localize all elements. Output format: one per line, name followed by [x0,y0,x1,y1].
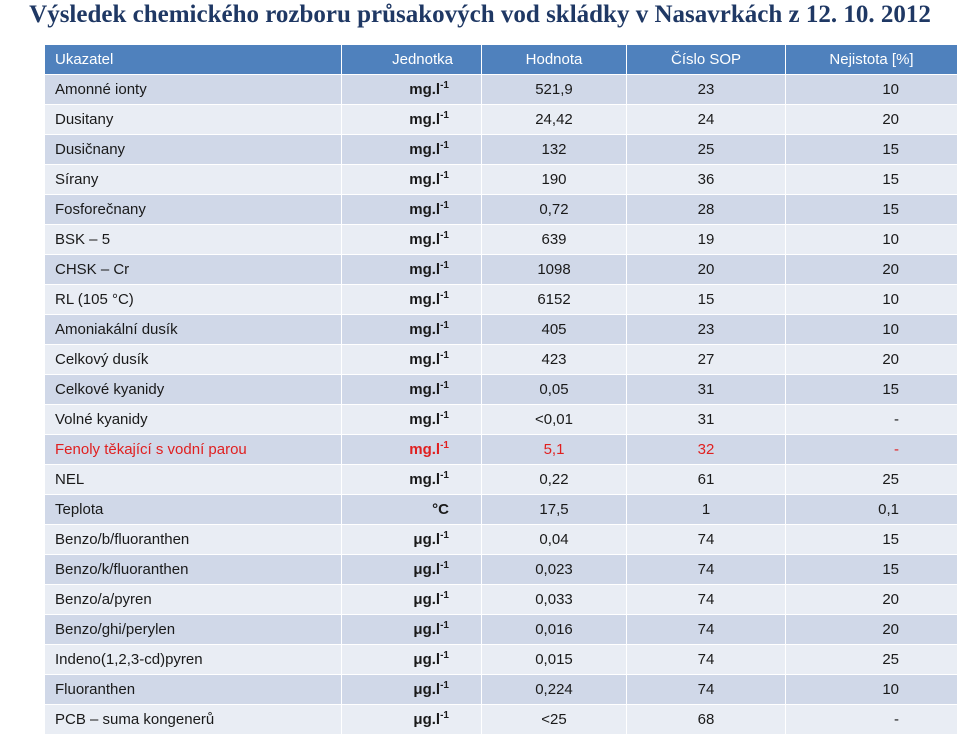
uncertainty-cell: 10 [786,675,958,705]
table-row [45,615,958,645]
unit-text: mg.l [409,471,441,488]
table-row [45,555,958,585]
value-cell: 132 [482,135,627,165]
unit-cell [342,405,482,435]
unit-exponent: -1 [440,710,449,721]
table-row [45,435,958,465]
unit-text: mg.l [409,261,441,278]
unit-text: mg.l [409,201,441,218]
unit-text: °C [432,501,449,518]
table-row [45,285,958,315]
sop-number-cell: 27 [627,345,786,375]
unit-cell [342,435,482,465]
column-header-value: Hodnota [482,45,627,75]
unit-text: mg.l [409,351,441,368]
unit-cell [342,255,482,285]
unit-exponent: -1 [440,170,449,181]
uncertainty-cell: 25 [786,645,958,675]
table-row [45,165,958,195]
unit-text: μg.l [413,621,441,638]
sop-number-cell: 74 [627,615,786,645]
uncertainty-cell: 15 [786,375,958,405]
uncertainty-cell: 20 [786,255,958,285]
uncertainty-cell: - [786,705,958,735]
sop-number-cell: 23 [627,315,786,345]
unit-cell [342,645,482,675]
unit-exponent: -1 [440,230,449,241]
indicator-cell: Benzo/k/fluoranthen [45,555,342,585]
unit-text: mg.l [409,111,441,128]
unit-cell [342,495,482,525]
unit-cell [342,165,482,195]
unit-exponent: -1 [440,80,449,91]
sop-number-cell: 1 [627,495,786,525]
unit-text: mg.l [409,231,441,248]
value-cell: 0,72 [482,195,627,225]
unit-exponent: -1 [440,260,449,271]
sop-number-cell: 61 [627,465,786,495]
unit-cell [342,135,482,165]
unit-text: mg.l [409,81,441,98]
value-cell: 17,5 [482,495,627,525]
sop-number-cell: 74 [627,675,786,705]
indicator-cell: Sírany [45,165,342,195]
unit-exponent: -1 [440,680,449,691]
unit-exponent: -1 [440,590,449,601]
value-cell: 521,9 [482,75,627,105]
unit-exponent: -1 [440,560,449,571]
unit-text: μg.l [413,651,441,668]
uncertainty-cell: - [786,435,958,465]
unit-exponent: -1 [440,620,449,631]
value-cell: 0,224 [482,675,627,705]
uncertainty-cell: 15 [786,165,958,195]
table-row [45,225,958,255]
sop-number-cell: 31 [627,405,786,435]
results-table [44,44,958,735]
unit-exponent: -1 [440,380,449,391]
unit-exponent: -1 [440,440,449,451]
indicator-cell: NEL [45,465,342,495]
unit-text: mg.l [409,411,441,428]
uncertainty-cell: 15 [786,195,958,225]
indicator-cell: Celkový dusík [45,345,342,375]
unit-text: μg.l [413,531,441,548]
table-row [45,645,958,675]
uncertainty-cell: 0,1 [786,495,958,525]
value-cell: 5,1 [482,435,627,465]
sop-number-cell: 24 [627,105,786,135]
indicator-cell: RL (105 °C) [45,285,342,315]
indicator-cell: Teplota [45,495,342,525]
indicator-cell: PCB – suma kongenerů [45,705,342,735]
unit-exponent: -1 [440,410,449,421]
sop-number-cell: 25 [627,135,786,165]
value-cell: 423 [482,345,627,375]
sop-number-cell: 28 [627,195,786,225]
value-cell: 0,015 [482,645,627,675]
unit-text: μg.l [413,561,441,578]
value-cell: 0,22 [482,465,627,495]
unit-exponent: -1 [440,200,449,211]
indicator-cell: Fenoly těkající s vodní parou [45,435,342,465]
column-header-sop: Číslo SOP [627,45,786,75]
unit-exponent: -1 [440,320,449,331]
indicator-cell: Fosforečnany [45,195,342,225]
unit-cell [342,195,482,225]
uncertainty-cell: 10 [786,315,958,345]
uncertainty-cell: - [786,405,958,435]
table-row [45,705,958,735]
uncertainty-cell: 25 [786,465,958,495]
unit-exponent: -1 [440,110,449,121]
indicator-cell: BSK – 5 [45,225,342,255]
table-row [45,405,958,435]
unit-text: μg.l [413,711,441,728]
sop-number-cell: 19 [627,225,786,255]
unit-text: mg.l [409,381,441,398]
sop-number-cell: 32 [627,435,786,465]
table-row [45,195,958,225]
column-header-uncertainty: Nejistota [%] [786,45,958,75]
value-cell: 0,033 [482,585,627,615]
sop-number-cell: 74 [627,645,786,675]
uncertainty-cell: 15 [786,525,958,555]
table-row [45,105,958,135]
sop-number-cell: 15 [627,285,786,315]
unit-cell [342,675,482,705]
sop-number-cell: 74 [627,585,786,615]
indicator-cell: Amoniakální dusík [45,315,342,345]
value-cell: 0,023 [482,555,627,585]
page-title: Výsledek chemického rozboru průsakových vod skládky v Nasavrkách z 12. 10. 2012 [29,1,931,28]
sop-number-cell: 23 [627,75,786,105]
indicator-cell: Indeno(1,2,3-cd)pyren [45,645,342,675]
indicator-cell: Fluoranthen [45,675,342,705]
unit-text: mg.l [409,321,441,338]
indicator-cell: Benzo/b/fluoranthen [45,525,342,555]
value-cell: 6152 [482,285,627,315]
table-header-row [45,45,958,75]
table-row [45,255,958,285]
unit-exponent: -1 [440,140,449,151]
unit-cell [342,615,482,645]
uncertainty-cell: 15 [786,135,958,165]
unit-cell [342,315,482,345]
value-cell: 190 [482,165,627,195]
indicator-cell: Celkové kyanidy [45,375,342,405]
sop-number-cell: 68 [627,705,786,735]
unit-cell [342,705,482,735]
value-cell: 639 [482,225,627,255]
sop-number-cell: 74 [627,555,786,585]
unit-cell [342,75,482,105]
unit-text: mg.l [409,171,441,188]
table-row [45,465,958,495]
unit-exponent: -1 [440,530,449,541]
table-row [45,345,958,375]
uncertainty-cell: 10 [786,75,958,105]
unit-text: μg.l [413,591,441,608]
value-cell: 0,05 [482,375,627,405]
indicator-cell: Dusitany [45,105,342,135]
unit-cell [342,585,482,615]
uncertainty-cell: 20 [786,585,958,615]
unit-text: mg.l [409,141,441,158]
uncertainty-cell: 10 [786,225,958,255]
unit-cell [342,285,482,315]
indicator-cell: Volné kyanidy [45,405,342,435]
unit-cell [342,225,482,255]
indicator-cell: Benzo/ghi/perylen [45,615,342,645]
table-row [45,135,958,165]
table-row [45,375,958,405]
uncertainty-cell: 20 [786,105,958,135]
uncertainty-cell: 20 [786,615,958,645]
unit-exponent: -1 [440,350,449,361]
value-cell: 405 [482,315,627,345]
value-cell: 0,04 [482,525,627,555]
table-row [45,525,958,555]
unit-exponent: -1 [440,650,449,661]
value-cell: 0,016 [482,615,627,645]
unit-cell [342,555,482,585]
unit-text: μg.l [413,681,441,698]
column-header-indicator: Ukazatel [45,45,342,75]
unit-cell [342,465,482,495]
value-cell: 24,42 [482,105,627,135]
indicator-cell: Dusičnany [45,135,342,165]
sop-number-cell: 31 [627,375,786,405]
value-cell: <25 [482,705,627,735]
table-row [45,495,958,525]
table-row [45,75,958,105]
table-row [45,315,958,345]
unit-text: mg.l [409,291,441,308]
value-cell: <0,01 [482,405,627,435]
indicator-cell: CHSK – Cr [45,255,342,285]
sop-number-cell: 20 [627,255,786,285]
unit-exponent: -1 [440,290,449,301]
unit-cell [342,375,482,405]
value-cell: 1098 [482,255,627,285]
table-row [45,585,958,615]
unit-cell [342,345,482,375]
uncertainty-cell: 15 [786,555,958,585]
unit-text: mg.l [409,441,441,458]
indicator-cell: Amonné ionty [45,75,342,105]
uncertainty-cell: 10 [786,285,958,315]
sop-number-cell: 36 [627,165,786,195]
unit-cell [342,105,482,135]
sop-number-cell: 74 [627,525,786,555]
unit-exponent: -1 [440,470,449,481]
indicator-cell: Benzo/a/pyren [45,585,342,615]
unit-cell [342,525,482,555]
uncertainty-cell: 20 [786,345,958,375]
table-row [45,675,958,705]
column-header-unit: Jednotka [342,45,482,75]
